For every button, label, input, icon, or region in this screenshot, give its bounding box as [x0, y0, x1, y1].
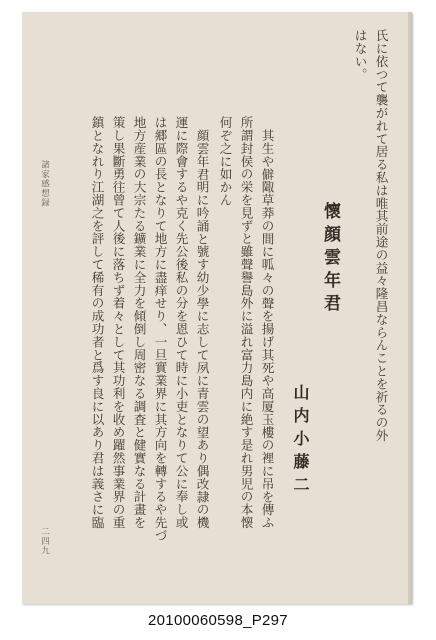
text-column-13: 鎮となれり江湖之を評して稀有の成功者と爲す良に以あり君は義さに臨: [89, 116, 105, 529]
text-column-6: 所謂封侯の栄を見ずと雖聲譽島外に溢れ富力島内に絶す是れ男児の本懐: [238, 116, 254, 529]
text-column-5: 其生や僻陬草莽の間に呱々の聲を揚げ其死や高厦玉樓の裡に吊を傳ふ: [259, 129, 275, 529]
image-caption: 20100060598_P297: [148, 612, 288, 629]
text-column-1: 氏に依つて襲がれて居る私は唯其前途の益々隆昌ならんことを祈るの外: [373, 29, 389, 442]
text-column-8: 顔雲年君明に吟誦と號す幼少學に志して夙に青雲の望あり偶改隷の機: [194, 129, 210, 529]
text-column-2: はない。: [352, 29, 368, 81]
page-edge: [408, 12, 412, 604]
essay-title: 懷顔雲年君: [320, 202, 340, 317]
text-column-9: 運に際會するや克く先公後私の分を恩ひて時に小吏となりて公に奉し或: [173, 116, 189, 529]
document-page: [22, 12, 412, 604]
page-number: 二四九: [39, 527, 50, 556]
text-column-12: 策し果斷勇往曾て人後に落ちず着々として其功利を收め躍然事業界の重: [110, 116, 126, 529]
running-title: 諸家感想録: [39, 160, 50, 208]
text-column-11: 地方産業の大宗たる鑛業に全力を傾倒し周密なる調査と健實なる計畫を: [131, 116, 147, 529]
text-column-10: は郷區の長となりて地方に盡痒せり、一旦實業界に其方向を轉するや先づ: [152, 116, 168, 542]
text-column-7: 何ぞ之に如かん: [217, 116, 233, 207]
author-name: 山内小藤二: [291, 384, 310, 499]
